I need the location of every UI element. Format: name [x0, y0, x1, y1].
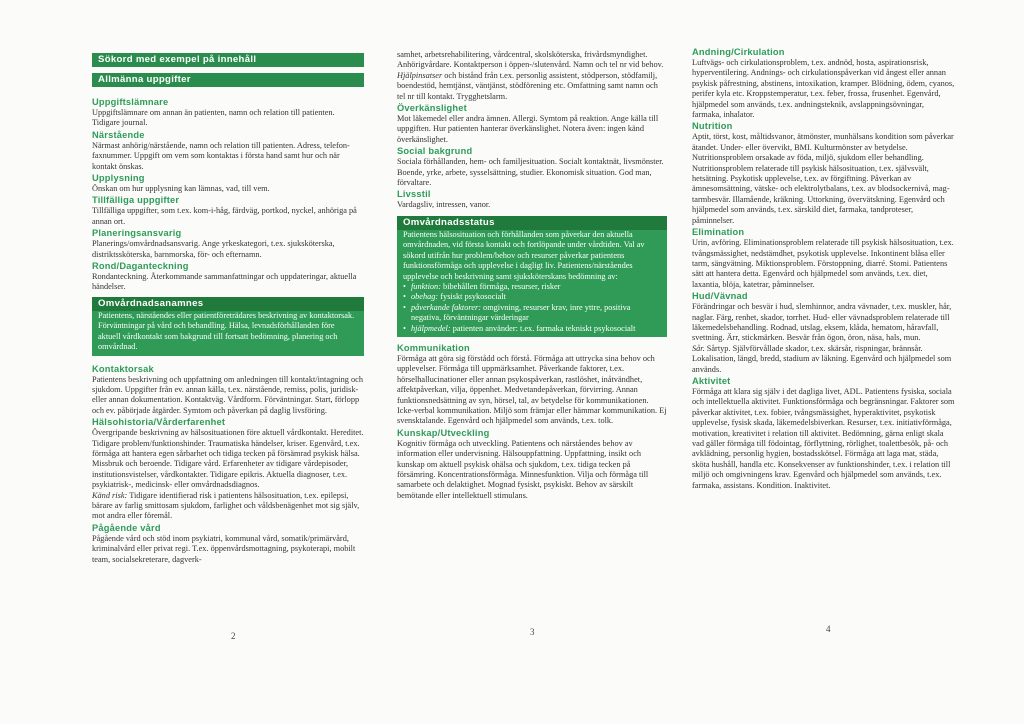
status-sections-continued	[692, 47, 955, 491]
page-2-column	[92, 53, 364, 565]
section-heading: Andning/Cirkulation	[692, 47, 785, 57]
section-text: Närmast anhörig/närstående, namn och relation till patienten. Adress, telefon- faxnummer. Uppgift om vem som kontaktas i första hand samt hur och när kontakt önskas.	[92, 140, 350, 171]
section-heading: Överkänslighet	[397, 103, 467, 114]
section-text: Förmåga att göra sig förstådd och förstå. Förmåga att uttrycka sina behov och upplevelser. Förmåga till uppmärksamhet. Påverkande faktorer, t.ex. hörselhallucinationer eller annan psykospåverkan, rastlöshet, inåtvändhet, affektpåverkan, vilja, öppenhet. Medvetandepåverkan, förvirring. Annan funktionsnedsättning av syn, hörsel, tal, av betydelse för kommunikationen. Icke-verbal kommunikation. Miljö som främjar eller hämmar kommunikation. Ej svensktalande. Egenvård och hjälpmedel som används, t.ex. tolk.	[397, 353, 667, 426]
assessment-item: • påverkande faktorer: omgivning, resurser krav, inre yttre, positiva negativa, förväntningar värderingar	[411, 303, 661, 324]
section-text: Önskan om hur upplysning kan lämnas, vad, till vem.	[92, 184, 270, 194]
section-text: Övergripande beskrivning av hälsosituationen före aktuell vårdkontakt. Hereditet. Tidigare problem/funktionshinder. Traumatiska händelser, kriser. Egenvård, t.ex. förmåga att hantera egen sårbarhet och tidiga tecken på försämrad psykisk hälsa. Missbruk och beroende. Tidigare vård. Erfarenheter av tidigare vårdepisoder, institutionsvistelser, vårdkontakter. Tidigare epikris. Aktuella diagnoser, t.ex. psykiatrisk-, medicinsk- eller omvårdnadsdiagnos.	[92, 428, 364, 490]
section-heading: Pågående vård	[92, 522, 161, 533]
general-info-sections	[92, 97, 364, 293]
section-text: Luftvägs- och cirkulationsproblem, t.ex. andnöd, hosta, aspirationsrisk, hyperventilering. Andnings- och cirkulationspåverkan vid ångest eller annan psykisk påfrestning, abstinens, intoxikation, kramper. Blödning, ödem, cyanos, perifer kyla etc. Kroppstemperatur, t.ex. feber, frossa, frusenhet. Egenvård, hjälpmedel som används, t.ex. andningsteknik, avslappningsövningar, farmaka, inhalator.	[692, 58, 955, 120]
section-heading: Upplysning	[92, 173, 145, 184]
section-text: Uppgiftslämnare om annan än patienten, namn och relation till patienten. Tidigare journal.	[92, 108, 335, 128]
section-heading: Hälsohistoria/Vårderfarenhet	[92, 417, 226, 428]
page-3-column	[397, 50, 667, 501]
section-heading: Kommunikation	[397, 342, 470, 353]
section-text: Mot läkemedel eller andra ämnen. Allergi. Symtom på reaktion. Ange källa till uppgiften. Hur patienten hanterar överkänslighet. Notera även: ingen känd överkänslighet.	[397, 114, 659, 144]
page-number-2: 2	[231, 631, 236, 641]
section-heading: Rond/Daganteckning	[92, 261, 189, 272]
section-heading: Elimination	[692, 227, 745, 238]
omvardnadsstatus-box	[397, 216, 667, 337]
assessment-item: • obehag: fysiskt psykosocialt	[411, 292, 661, 302]
section-text: Känd risk: Tidigare identifierad risk i patientens hälsosituation, t.ex. epilepsi, bärare av farlig smittosam sjukdom, farlighet och våldsbenägenhet mot sig själv, mot andra eller föremål.	[92, 490, 360, 521]
section-text: Pågående vård och stöd inom psykiatri, kommunal vård, somatik/primärvård, kriminalvård eller privat regi. T.ex. öppenvårdsmottagning, psykoterapi, mobilt team, socialsekreterare, dagverk-	[92, 533, 356, 564]
box-text: Patientens, närståendes eller patientföreträdares beskrivning av kontaktorsak. Förväntningar på vård och behandling. Hälsa, levnadsförhållanden före aktuell vårdkontakt som bakgrund till fortsatt bedömning, planering och omvårdnad.	[98, 310, 355, 352]
section-text: Förmåga att klara sig själv i det dagliga livet, ADL. Patientens fysiska, sociala och intellektuella aktivitet. Funktionsförmåga och begränsningar. Faktorer som påverkar aktivitet, t.ex. fobier, tvångsmässighet, hyperaktivitet, psykotisk upplevelse, fysisk skada, läkemedelsbiverkan. Resurser, t.ex. initiativförmåga, motivation, kreativitet i relation till aktivitet. Bedömning, gärna enligt skala vad gäller förmåga till födointag, förflyttning, rörlighet, toalettbesök, på- och avklädning, personlig hygien, bostadsskötsel. Förmåga att laga mat, städa, sköta hushåll, handla etc. Konsekvenser av funktionshinder, t.ex. i relation till miljö och omgivningens krav. Egenvård och hjälpmedel som används, t.ex. farmaka, assistans. Kondition. Inaktivitet.	[692, 386, 955, 490]
background-sections	[397, 103, 667, 211]
section-heading: Nutrition	[692, 121, 733, 132]
section-text: Patientens beskrivning och uppfattning om anledningen till kontakt/intagning och sjukdom. Uppgifter från ev. annan källa, t.ex. närstående, remiss, polis, juridisk- eller annan dokumentation. Kontaktväg. Vårdform. Förväntningar. Start, förlopp och ev. påbörjade åtgärder. Symtom och påverkan på daglig livsföring.	[92, 374, 363, 415]
page-number-4: 4	[826, 624, 831, 634]
status-sections	[397, 343, 667, 501]
section-text: Vardagsliv, intressen, vanor.	[397, 200, 491, 210]
section-text: Planerings/omvårdnadsansvarig. Ange yrkeskategori, t.ex. sjuksköterska, distriktssköterska, barnmorska, för- och efternamn.	[92, 239, 335, 259]
section-heading: Livsstil	[397, 189, 431, 200]
intro-text: samhet, arbetsrehabilitering, vårdcentral, skolsköterska, frivårdsmyndighet. Anhörigvårdare. Kontaktperson i öppen-/slutenvård. Namn och tel nr vid behov. Hjälpinsatser och bistånd från t.ex. personlig assistent, stödperson, stödfamilj, boendestöd, hemtjänst, väntjänst, stödförening etc. Omfattning samt namn och tel nr till kontakt. Trygghetslarm.	[397, 50, 664, 101]
section-heading: Uppgiftslämnare	[92, 97, 169, 107]
section-heading: Social bakgrund	[397, 146, 473, 157]
section-heading: Hud/Vävnad	[692, 291, 748, 302]
assessment-item: • hjälpmedel: patienten använder: t.ex. farmaka tekniskt psykosocialt	[411, 324, 661, 334]
section-text: Aptit, törst, kost, måltidsvanor, ätmönster, munhälsans kondition som påverkar ätandet. Under- eller övervikt, BMI. Kulturmönster av betydelse. Nutritionsproblem orsakade av föda, miljö, sjukdom eller behandling. Nutritionsproblem relaterade till psykisk hälsosituation, t.ex. självsvält, hetsätning. Psykotisk upplevelse, t.ex. av förgiftning. Påverkan av ämnesomsättning, vätske- och elektrolytbalans, t.ex. av blodsockernivå, mag- tarmbesvär. Illamående, kräkning. Uttorkning, övervätskning. Egenvård och hjälpmedel som används, t.ex. särskild diet, farmaka, tandproteser, påminnelser.	[692, 132, 954, 225]
section-heading: Tillfälliga uppgifter	[92, 195, 180, 206]
section-text: Rondanteckning. Återkommande sammanfattningar och uppdateringar, aktuella händelser.	[92, 272, 357, 292]
section-heading: Kunskap/Utveckling	[397, 427, 490, 438]
section-heading: Aktivitet	[692, 375, 731, 386]
anamnes-sections	[92, 364, 364, 566]
section-heading: Närstående	[92, 129, 145, 140]
box-title: Omvårdnadsstatus	[397, 216, 667, 230]
omvardnadsanamnes-box	[92, 297, 364, 356]
banner-general-info: Allmänna uppgifter	[92, 73, 364, 87]
section-text: Sociala förhållanden, hem- och familjesituation. Socialt kontaktnät, livsmönster. Boende, yrke, arbete, sysselsättning, studier. Ekonomisk situation. God man, förvaltare.	[397, 157, 664, 188]
section-text: Kognitiv förmåga och utveckling. Patientens och närståendes behov av information eller undervisning. Hälsouppfattning. Uppfattning, insikt och kunskap om aktuell psykisk ohälsa och sjukdom, t.ex. tidiga tecken på försämring. Koncentrationsförmåga. Minnesfunktion. Vilja och förmåga till samarbete och delaktighet. Mognad fysiskt, psykiskt. Behov av särskilt bemötande eller intellektuell stimulans.	[397, 438, 649, 500]
section-text: Urin, avföring. Eliminationsproblem relaterade till psykisk hälsosituation, t.ex. tvångsmässighet, nedstämdhet, psykotisk upplevelse. Inkontinent blåsa eller tarm, sängvätning. Miktionsproblem. Förstoppning, diarré. Stomi. Patientens sätt att hantera detta. Egenvård och hjälpmedel som används, t.ex. diet, laxantia, blöja, katetrar, påminnelser.	[692, 238, 954, 289]
assessment-list	[397, 282, 667, 334]
box-text: Patientens hälsosituation och förhållanden som påverkar den aktuella omvårdnaden, vid första kontakt och fortlöpande under vårdtiden. Val av sökord utifrån hur problem/behov och resurser påverkar patientens funktionsförmåga och upplevelse i dagligt liv. Patientens/närståendes upplevelse och beskrivning samt sjuksköterskans bedömning av:	[403, 229, 645, 281]
section-text: Tillfälliga uppgifter, som t.ex. kom-i-håg, färdväg, portkod, nyckel, anhöriga på annan ort.	[92, 206, 357, 226]
section-heading: Kontaktorsak	[92, 363, 154, 374]
assessment-item: • funktion: bibehållen förmåga, resurser, risker	[411, 282, 661, 292]
section-text: Förändringar och besvär i hud, slemhinnor, andra vävnader, t.ex. muskler, hår, naglar. Färg, renhet, skador, torrhet. Hud- eller vävnadsproblem relaterade till läkemedelsbehandling. Rodnad, utslag, eksem, klåda, hematom, håravfall, svettning. Ärr, stickmärken. Besvär från ögon, öron, näsa, hals, mun.	[692, 302, 952, 343]
banner-keywords: Sökord med exempel på innehåll	[92, 53, 364, 67]
page-4-column	[692, 46, 955, 491]
section-heading: Planeringsansvarig	[92, 228, 182, 239]
page-number-3: 3	[530, 627, 535, 637]
box-title: Omvårdnadsanamnes	[92, 297, 364, 311]
section-text: Sår. Sårtyp. Självförvållade skador, t.ex. skärsår, rispningar, brännsår. Lokalisation, längd, bredd, stadium av läkning. Egenvård och hjälpmedel som används.	[692, 343, 952, 374]
